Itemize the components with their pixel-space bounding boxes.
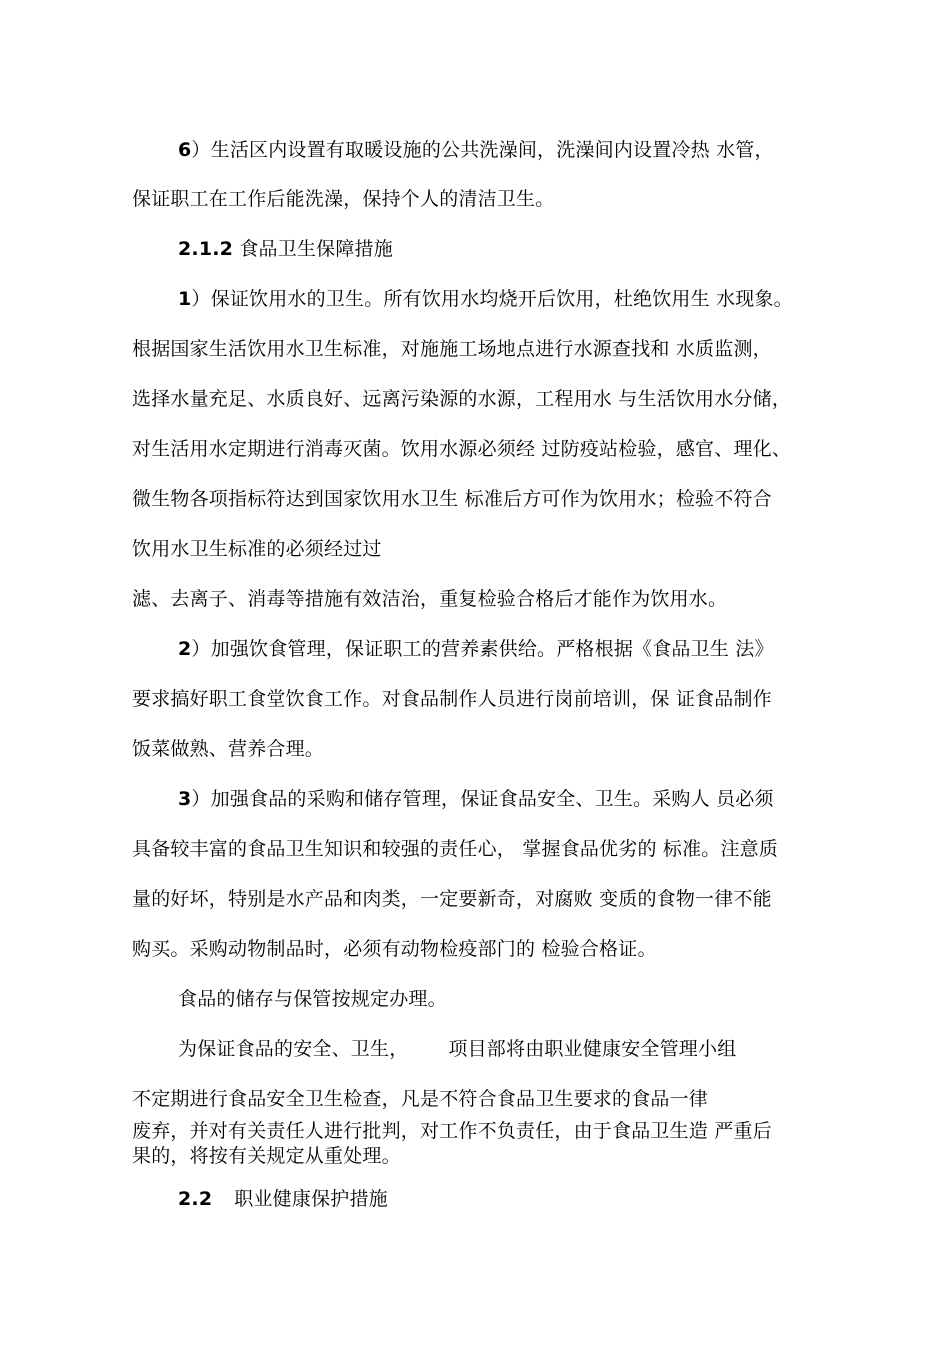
paragraph-3-line-4: 购买。采购动物制品时，必须有动物检疫部门的 检验合格证。	[132, 938, 657, 960]
paragraph-1-line-3: 选择水量充足、水质良好、远离污染源的水源，工程用水 与生活饮用水分储，	[132, 388, 792, 410]
inspection-paragraph-line-3: 废弃，并对有关责任人进行批判，对工作不负责任，由于食品卫生造 严重后	[132, 1120, 772, 1142]
paragraph-1-line-7: 滤、去离子、消毒等措施有效洁治，重复检验合格后才能作为饮用水。	[132, 588, 728, 610]
paragraph-1-line-5: 微生物各项指标符达到国家饮用水卫生 标准后方可作为饮用水；检验不符合	[132, 488, 772, 510]
paragraph-2-line-2: 要求搞好职工食堂饮食工作。对食品制作人员进行岗前培训，保 证食品制作	[132, 688, 772, 710]
paragraph-3-line-2: 具备较丰富的食品卫生知识和较强的责任心， 掌握食品优劣的 标准。注意质	[132, 838, 779, 860]
paragraph-1-line-1: 1）保证饮用水的卫生。所有饮用水均烧开后饮用，杜绝饮用生 水现象。	[178, 288, 793, 310]
paragraph-2-line-3: 饭菜做熟、营养合理。	[132, 738, 325, 760]
paragraph-1-line-2: 根据国家生活饮用水卫生标准，对施施工场地点进行水源查找和 水质监测，	[132, 338, 772, 360]
paragraph-2-line-1: 2）加强饮食管理，保证职工的营养素供给。严格根据《食品卫生 法》	[178, 638, 774, 660]
inspection-paragraph-line-1: 为保证食品的安全、卫生， 项目部将由职业健康安全管理小组	[178, 1038, 737, 1060]
paragraph-3-line-1: 3）加强食品的采购和储存管理，保证食品安全、卫生。采购人 员必须	[178, 788, 774, 810]
paragraph-1-line-4: 对生活用水定期进行消毒灭菌。饮用水源必须经 过防疫站检验，感官、理化、	[132, 438, 792, 460]
paragraph-1-line-6: 饮用水卫生标准的必须经过过	[132, 538, 382, 560]
paragraph-6-line-1: 6）生活区内设置有取暖设施的公共洗澡间，洗澡间内设置冷热 水管，	[178, 139, 774, 161]
section-heading-2-2: 2.2 职业健康保护措施	[178, 1188, 388, 1210]
section-heading-2-1-2: 2.1.2 食品卫生保障措施	[178, 238, 393, 260]
paragraph-3-line-3: 量的好坏，特别是水产品和肉类，一定要新奇，对腐败 变质的食物一律不能	[132, 888, 772, 910]
inspection-paragraph-line-2: 不定期进行食品安全卫生检查，凡是不符合食品卫生要求的食品一律	[132, 1088, 709, 1110]
inspection-paragraph-line-4: 果的，将按有关规定从重处理。	[132, 1145, 401, 1167]
paragraph-6-line-2: 保证职工在工作后能洗澡，保持个人的清洁卫生。	[132, 188, 555, 210]
storage-paragraph: 食品的储存与保管按规定办理。	[178, 988, 447, 1010]
